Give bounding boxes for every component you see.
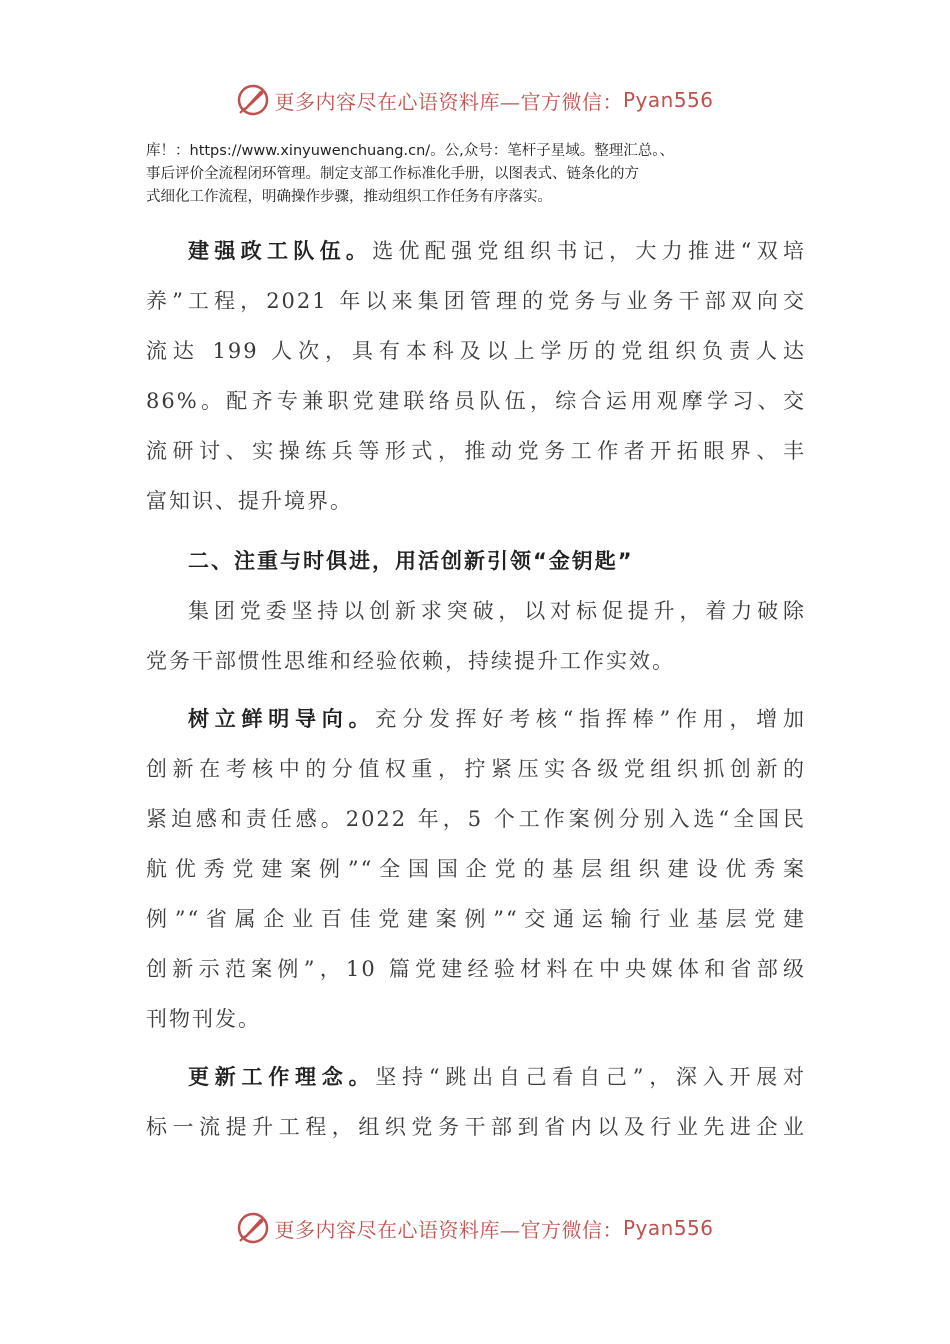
section-heading: 建强政工队伍。 [188,239,373,263]
pen-feather-logo [236,83,270,117]
body-line: 创新示范案例”，10 篇党建经验材料在中央媒体和省部级 [146,957,806,981]
body-line: 党务干部惯性思维和经验依赖，持续提升工作实效。 [146,649,675,673]
section-title: 二、注重与时俱进，用活创新引领“金钥匙” [188,549,634,573]
section-heading: 树立鲜明导向。 [188,707,376,731]
body-line: 集团党委坚持以创新求突破，以对标促提升，着力破除 [188,599,806,623]
body-line: 流达 199 人次，具有本科及以上学历的党组织负责人达 [146,339,806,363]
small-line: 事后评价全流程闭环管理。制定支部工作标准化手册，以图表式、链条化的方 [146,166,639,182]
body-line: 坚持“跳出自己看自己”，深入开展对 [375,1065,806,1089]
body-line: 选优配强党组织书记，大力推进“双培 [372,239,807,263]
small-line: 式细化工作流程，明确操作步骤，推动组织工作任务有序落实。 [146,189,552,205]
intro-paragraph [146,586,806,686]
continuation-paragraph [146,140,806,209]
section-build-team [146,226,806,526]
body-line: 紧迫感和责任感。2022 年，5 个工作案例分别入选“全国民 [146,807,806,831]
section-heading: 更新工作理念。 [188,1065,376,1089]
pen-feather-logo [236,1211,270,1245]
section-update-concept [146,1052,806,1152]
header-banner [0,80,950,120]
body-line: 富知识、提升境界。 [146,489,353,513]
small-line: 库！：https://www.xinyuwenchuang.cn/。公,众号：笔杆子星域。整理汇总。、 [146,143,675,159]
banner-text: 更多内容尽在心语资料库—官方微信： [274,89,623,114]
body-line: 充分发挥好考核“指挥棒”作用，增加 [375,707,806,731]
footer-banner [0,1208,950,1248]
body-line: 养”工程，2021 年以来集团管理的党务与业务干部双向交 [146,289,806,313]
body-line: 创新在考核中的分值权重，拧紧压实各级党组织抓创新的 [146,757,806,781]
body-line: 航优秀党建案例”“全国国企党的基层组织建设优秀案 [146,857,806,881]
banner-text: 更多内容尽在心语资料库—官方微信： [274,1217,623,1242]
body-line: 流研讨、实操练兵等形式，推动党务工作者开拓眼界、丰 [146,439,806,463]
body-line: 标一流提升工程，组织党务干部到省内以及行业先进企业 [146,1115,806,1139]
banner-account: Pyan556 [622,88,714,112]
banner-account: Pyan556 [622,1216,714,1240]
body-line: 例”“省属企业百佳党建案例”“交通运输行业基层党建 [146,907,806,931]
section-clear-direction [146,694,806,1044]
document-body [146,226,806,1152]
body-line: 86%。配齐专兼职党建联络员队伍，综合运用观摩学习、交 [146,389,806,413]
body-line: 刊物刊发。 [146,1007,261,1031]
